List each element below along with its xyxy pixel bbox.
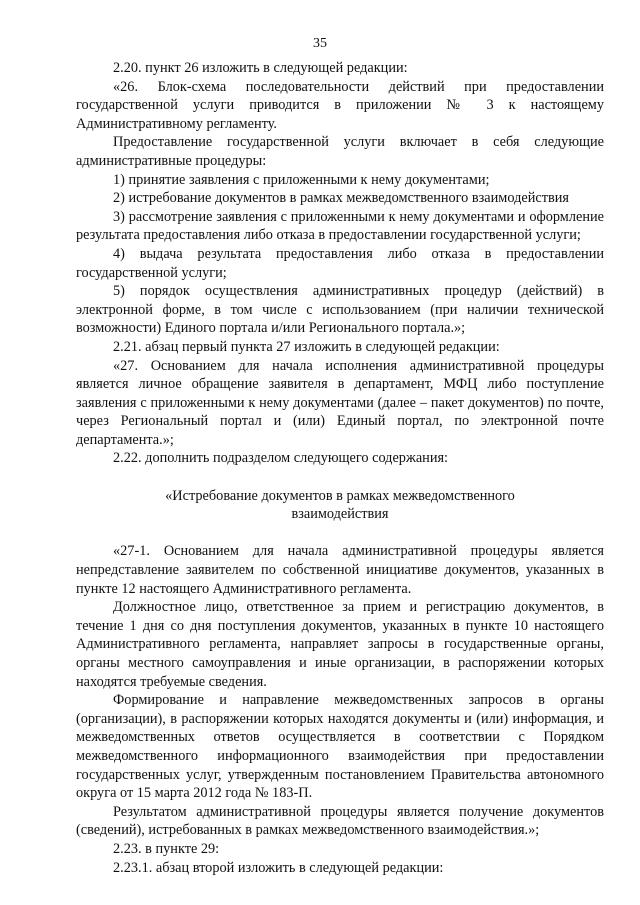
list-item: 4) выдача результата предоставления либо отказа в предоставлении государственной услуги; — [76, 245, 604, 281]
blank-line — [76, 468, 604, 487]
paragraph: «27. Основанием для начала исполнения административной процедуры является личное обращение заявителя в департамент, МФЦ либо поступление заявления с приложенными к нему документами (далее – пакет документов) по почте, через Региональный портал и (или) Единый портал, по электронной почте департамента.»; — [76, 357, 604, 448]
paragraph: 2.23.1. абзац второй изложить в следующей редакции: — [113, 859, 444, 876]
paragraph: 2.21. абзац первый пункта 27 изложить в следующей редакции: — [113, 338, 500, 355]
paragraph: 2.23. в пункте 29: — [113, 840, 220, 857]
paragraph: 2.20. пункт 26 изложить в следующей редакции: — [113, 60, 408, 76]
paragraph: Должностное лицо, ответственное за прием и регистрацию документов, в течение 1 дня со дня поступления документов, указанных в пункте 10 настоящего Административного регламента, направляет запросы в государственные органы, органы местного самоуправления и иные организации, в распоряжении которых находятся требуемые сведения. — [76, 599, 604, 690]
page-number: 35 — [313, 36, 327, 51]
blank-line — [76, 524, 604, 543]
paragraph: Формирование и направление межведомственных запросов в органы (организации), в распоряжении которых находятся документы и (или) информация, и межведомственных ответов осуществляется в соответствии с Порядком межведомственного информационного взаимодействия при предоставлении государственных услуг, утвержденным постановлением Правительства автономного округа от 15 марта 2012 года № 183-П. — [76, 692, 604, 802]
paragraph: «26. Блок-схема последовательности действий при предоставлении государственной услуги приводится в приложении № 3 к настоящему Административному регламенту. — [76, 78, 604, 132]
paragraph: Предоставление государственной услуги включает в себя следующие административные процедуры: — [76, 134, 604, 169]
list-item: 2) истребование документов в рамках межведомственного взаимодействия — [113, 190, 569, 207]
list-item: 5) порядок осуществления административных процедур (действий) в электронной форме, в том числе с использованием (при наличии технической возможности) Единого портала и/или Регионального портала.»; — [76, 283, 604, 337]
list-item: 1) принятие заявления с приложенными к нему документами; — [113, 171, 490, 188]
document-body — [76, 59, 604, 877]
list-item: 3) рассмотрение заявления с приложенными к нему документами и оформление результата предоставления либо отказа в предоставлении государственной услуги; — [76, 208, 604, 244]
paragraph: Результатом административной процедуры является получение документов (сведений), истребованных в рамках межведомственного взаимодействия.»; — [76, 803, 604, 839]
paragraph: «27-1. Основанием для начала административной процедуры является непредставление заявителем по собственной инициативе документов, указанных в пункте 12 настоящего Административного регламента. — [76, 543, 604, 597]
paragraph: 2.22. дополнить подразделом следующего содержания: — [113, 450, 449, 467]
subsection-heading: «Истребование документов в рамках межведомственного взаимодействия — [165, 487, 515, 523]
